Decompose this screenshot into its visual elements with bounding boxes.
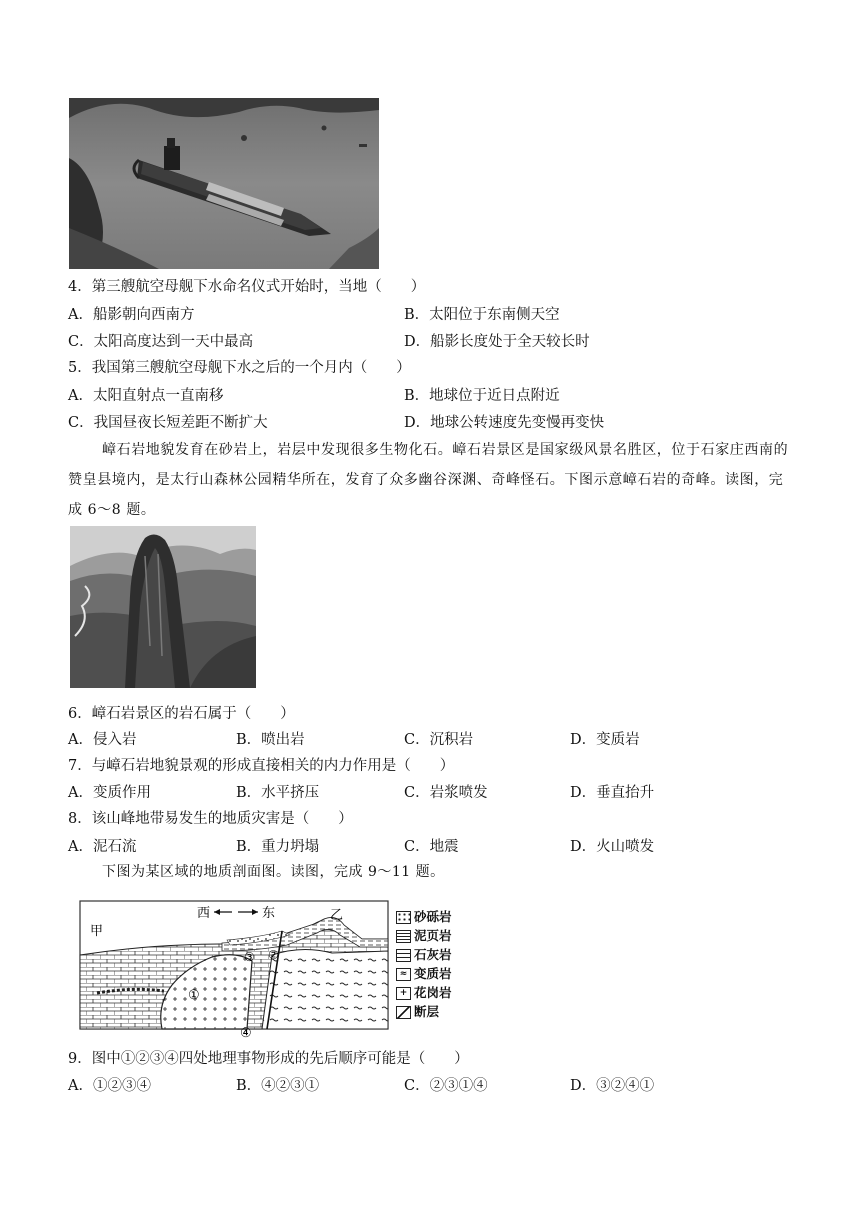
- passage-1-text: 嶂石岩地貌发育在砂岩上，岩层中发现很多生物化石。嶂石岩景区是国家级风景名胜区，位于石家庄西南的赞皇县境内，是太行山森林公园精华所在，发育了众多幽谷深渊、奇峰怪石。下图示意嶂石岩的奇峰。读图，完成 6～8 题。: [68, 442, 789, 518]
- q9-option-b: B．④②③①: [236, 1078, 320, 1094]
- question-5-stem: 5．我国第三艘航空母舰下水之后的一个月内（ ）: [68, 360, 411, 376]
- granite-swatch-icon: +: [396, 987, 411, 1000]
- question-6-stem: 6．嶂石岩景区的岩石属于（ ）: [68, 706, 295, 722]
- marker-1: ①: [188, 988, 200, 1003]
- aircraft-carrier-photo: [69, 98, 379, 269]
- question-9-stem: 9．图中①②③④四处地理事物形成的先后顺序可能是（ ）: [68, 1051, 469, 1067]
- reading-passage-zhangshiyan: [68, 435, 796, 525]
- geological-cross-section: [72, 895, 472, 1040]
- limestone-swatch-icon: [396, 949, 411, 962]
- q9-option-d: D．③②④①: [570, 1078, 655, 1094]
- location-yi-label: 乙: [330, 908, 344, 923]
- q7-option-a: A．变质作用: [68, 785, 151, 801]
- q7-option-c: C．岩浆喷发: [404, 785, 488, 801]
- legend-item-granite: [396, 985, 452, 1001]
- zhangshiyan-peak-photo: [70, 526, 256, 688]
- question-4-stem: 4．第三艘航空母舰下水命名仪式开始时，当地（ ）: [68, 279, 426, 295]
- q6-option-b: B．喷出岩: [236, 732, 305, 748]
- q4-option-b: B．太阳位于东南侧天空: [404, 307, 560, 323]
- q8-option-b: B．重力坍塌: [236, 839, 320, 855]
- fault-swatch-icon: [396, 1006, 411, 1019]
- marker-4: ④: [240, 1026, 252, 1040]
- q4-option-d: D．船影长度处于全天较长时: [404, 334, 590, 350]
- q6-option-a: A．侵入岩: [68, 732, 137, 748]
- q5-option-d: D．地球公转速度先变慢再变快: [404, 415, 605, 431]
- q9-option-c: C．②③①④: [404, 1078, 488, 1094]
- legend-label: 断层: [414, 1004, 440, 1019]
- reading-passage-geology: 下图为某区域的地质剖面图。读图，完成 9～11 题。: [102, 864, 445, 880]
- q8-option-d: D．火山喷发: [570, 839, 655, 855]
- legend-label: 砂砾岩: [414, 909, 452, 924]
- location-jia-label: 甲: [90, 924, 104, 939]
- legend-item-gravel: [396, 909, 452, 925]
- q6-option-c: C．沉积岩: [404, 732, 474, 748]
- shale-swatch-icon: [396, 930, 411, 943]
- legend-item-limestone: [396, 947, 452, 963]
- q4-option-c: C．太阳高度达到一天中最高: [68, 334, 254, 350]
- q8-option-c: C．地震: [404, 839, 459, 855]
- q7-option-b: B．水平挤压: [236, 785, 320, 801]
- q7-option-d: D．垂直抬升: [570, 785, 655, 801]
- q9-option-a: A．①②③④: [68, 1078, 151, 1094]
- metamorphic-swatch-icon: ≈: [396, 968, 411, 981]
- legend-item-shale: [396, 928, 452, 944]
- legend-label: 花岗岩: [414, 985, 452, 1000]
- q5-option-c: C．我国昼夜长短差距不断扩大: [68, 415, 268, 431]
- gravel-swatch-icon: [396, 911, 411, 924]
- legend-label: 石灰岩: [414, 947, 452, 962]
- marker-2: ②: [268, 948, 279, 962]
- q5-option-a: A．太阳直射点一直南移: [68, 388, 224, 404]
- q4-option-a: A．船影朝向西南方: [68, 307, 195, 323]
- question-8-stem: 8．该山峰地带易发生的地质灾害是（ ）: [68, 811, 353, 827]
- q6-option-d: D．变质岩: [570, 732, 640, 748]
- legend-item-metamorphic: [396, 966, 452, 982]
- q5-option-b: B．地球位于近日点附近: [404, 388, 560, 404]
- direction-west-label: 西: [197, 906, 211, 921]
- question-7-stem: 7．与嶂石岩地貌景观的形成直接相关的内力作用是（ ）: [68, 758, 455, 774]
- q8-option-a: A．泥石流: [68, 839, 137, 855]
- direction-east-label: 东: [262, 906, 276, 921]
- diagram-legend: [396, 909, 472, 1029]
- marker-3: ③: [244, 950, 255, 964]
- legend-label: 变质岩: [414, 966, 452, 981]
- legend-label: 泥页岩: [414, 928, 452, 943]
- legend-item-fault: [396, 1004, 439, 1020]
